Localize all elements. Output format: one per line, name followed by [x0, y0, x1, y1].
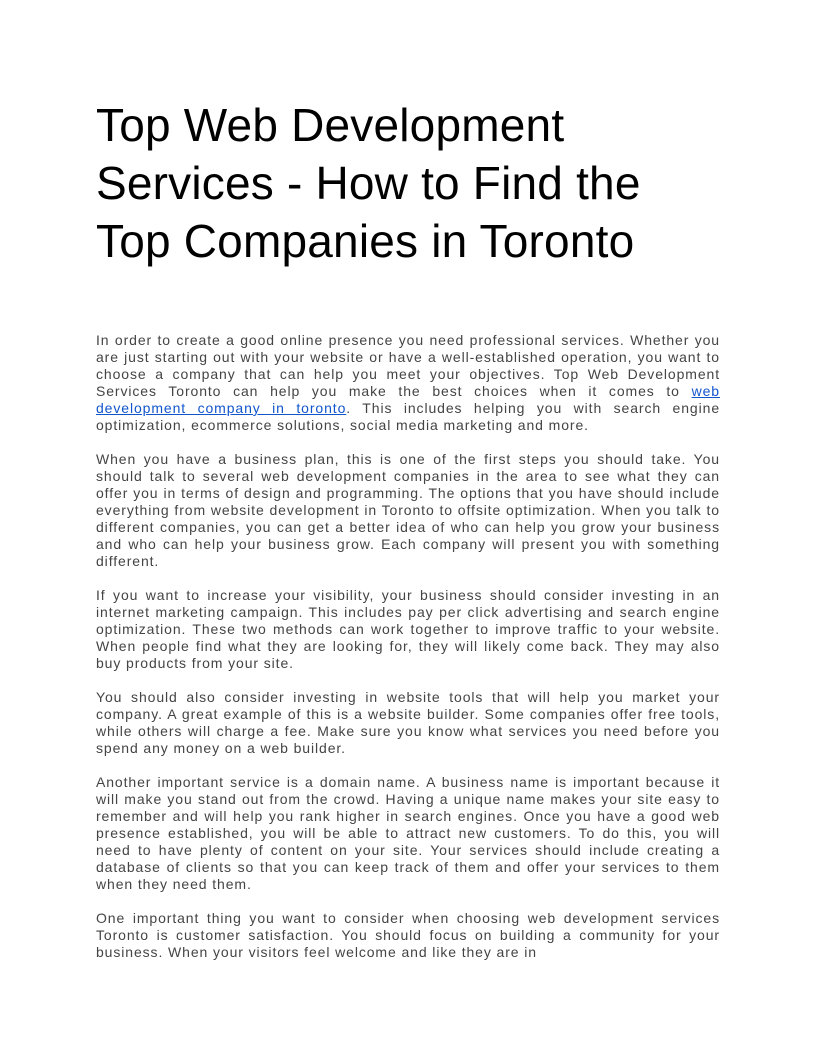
- document-page: [96, 96, 720, 978]
- document-title: Top Web Development Services - How to Find the Top Companies in Toronto: [96, 99, 641, 267]
- paragraph-1-text-before: In order to create a good online presence you need professional services. Whether you are just starting out with your website or have a well-established operation, you want to choose a company that can help you meet your objectives. Top Web Development Services Toronto can help you make the best choices when it comes to: [96, 332, 720, 399]
- paragraph-2: When you have a business plan, this is one of the first steps you should take. You should talk to several web development companies in the area to see what they can offer you in terms of design and programming. The options that you have should include everything from website development in Toronto to offsite optimization. When you talk to different companies, you can get a better idea of who can help you grow your business and who can help your business grow. Each company will present you with something different.: [96, 451, 720, 569]
- paragraph-3: If you want to increase your visibility, your business should consider investing in an internet marketing campaign. This includes pay per click advertising and search engine optimization. These two methods can work together to improve traffic to your website. When people find what they are looking for, they will likely come back. They may also buy products from your site.: [96, 587, 720, 671]
- paragraph-1-text-after: . This includes helping you with search engine optimization, ecommerce solutions, social media marketing and more.: [96, 400, 721, 433]
- web-development-company-link[interactable]: web development company in toronto: [96, 383, 720, 416]
- paragraph-6: One important thing you want to consider when choosing web development services Toronto is customer satisfaction. You should focus on building a community for your business. When your visitors feel welcome and like they are in: [96, 910, 720, 960]
- paragraph-1: [96, 332, 720, 434]
- paragraph-5: Another important service is a domain name. A business name is important because it will make you stand out from the crowd. Having a unique name makes your site easy to remember and will help you rank higher in search engines. Once you have a good web presence established, you will be able to attract new customers. To do this, you will need to have plenty of content on your site. Your services should include creating a database of clients so that you can keep track of them and offer your services to them when they need them.: [96, 774, 720, 892]
- paragraph-4: You should also consider investing in website tools that will help you market your company. A great example of this is a website builder. Some companies offer free tools, while others will charge a fee. Make sure you know what services you need before you spend any money on a web builder.: [96, 689, 720, 756]
